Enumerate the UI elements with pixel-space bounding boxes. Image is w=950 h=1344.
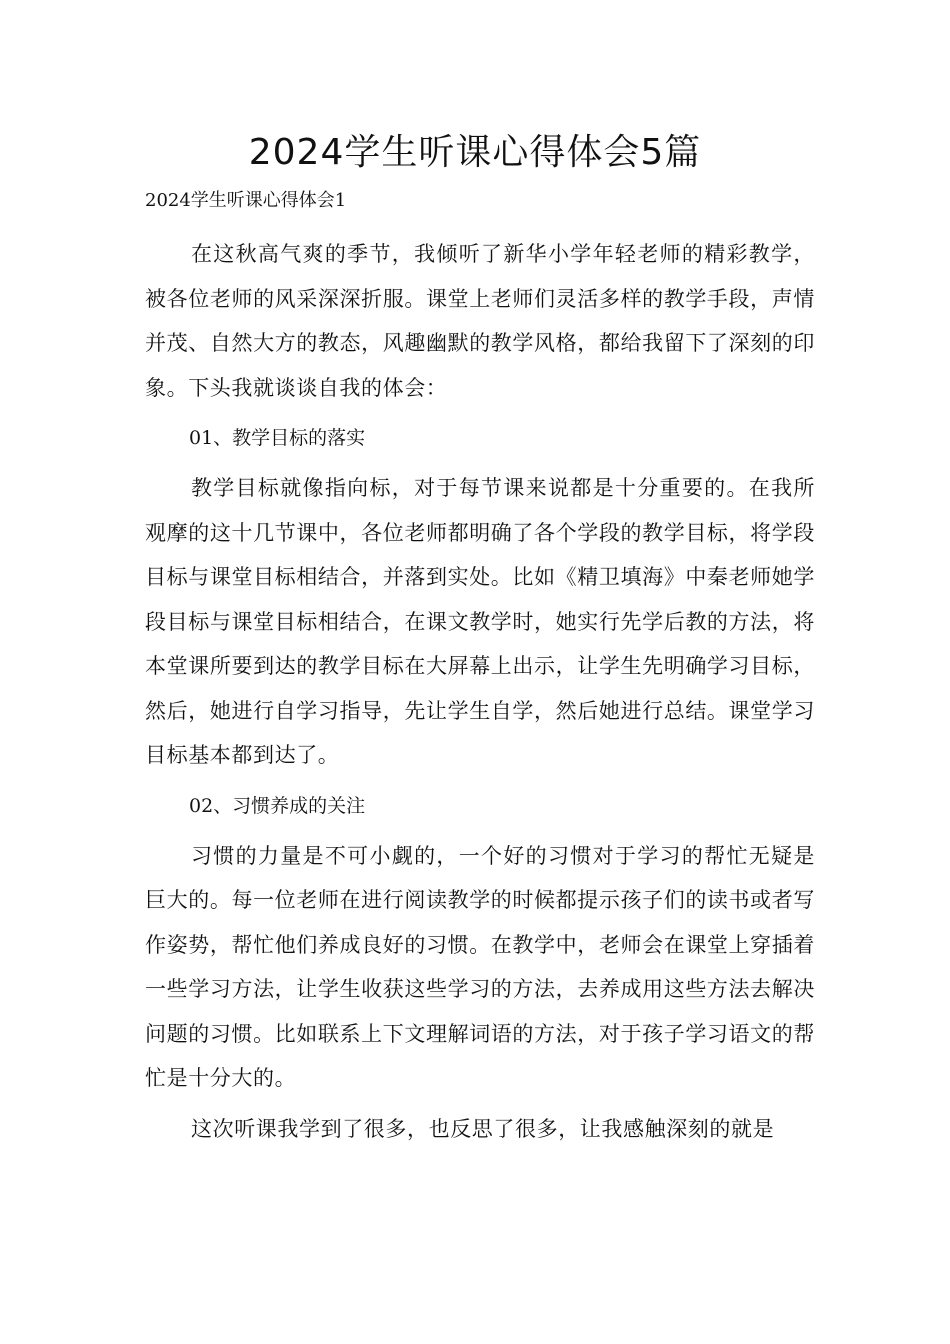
section-heading-habits: 02、习惯养成的关注 (189, 794, 366, 817)
paragraph-reflection: 这次听课我学到了很多，也反思了很多，让我感触深刻的就是 (191, 1116, 775, 1141)
paragraph-goals: 教学目标就像指向标，对于每节课来说都是十分重要的。在我所观摩的这十几节课中，各位老师都明确了各个学段的教学目标，将学段目标与课堂目标相结合，并落到实处。比如《精卫填海》中秦老师她学段目标与课堂目标相结合，在课文教学时，她实行先学后教的方法，将本堂课所要到达的教学目标在大屏幕上出示，让学生先明确学习目标，然后，她进行自学习指导，先让学生自学，然后她进行总结。课堂学习目标基本都到达了。 (145, 476, 815, 767)
document-body (145, 232, 815, 1157)
paragraph-habits: 习惯的力量是不可小觑的，一个好的习惯对于学习的帮忙无疑是巨大的。每一位老师在进行阅读教学的时候都提示孩子们的读书或者写作姿势，帮忙他们养成良好的习惯。在教学中，老师会在课堂上穿插着一些学习方法，让学生收获这些学习的方法，去养成用这些方法去解决问题的习惯。比如联系上下文理解词语的方法，对于孩子学习语文的帮忙是十分大的。 (145, 843, 815, 1090)
section-heading-goals: 01、教学目标的落实 (189, 427, 366, 449)
paragraph-intro: 在这秋高气爽的季节，我倾听了新华小学年轻老师的精彩教学，被各位老师的风采深深折服。课堂上老师们灵活多样的教学手段，声情并茂、自然大方的教态，风趣幽默的教学风格，都给我留下了深刻的印象。下头我就谈谈自我的体会： (145, 242, 815, 400)
document-title: 2024学生听课心得体会5篇 (248, 132, 702, 173)
section-subtitle: 2024学生听课心得体会1 (145, 190, 347, 211)
